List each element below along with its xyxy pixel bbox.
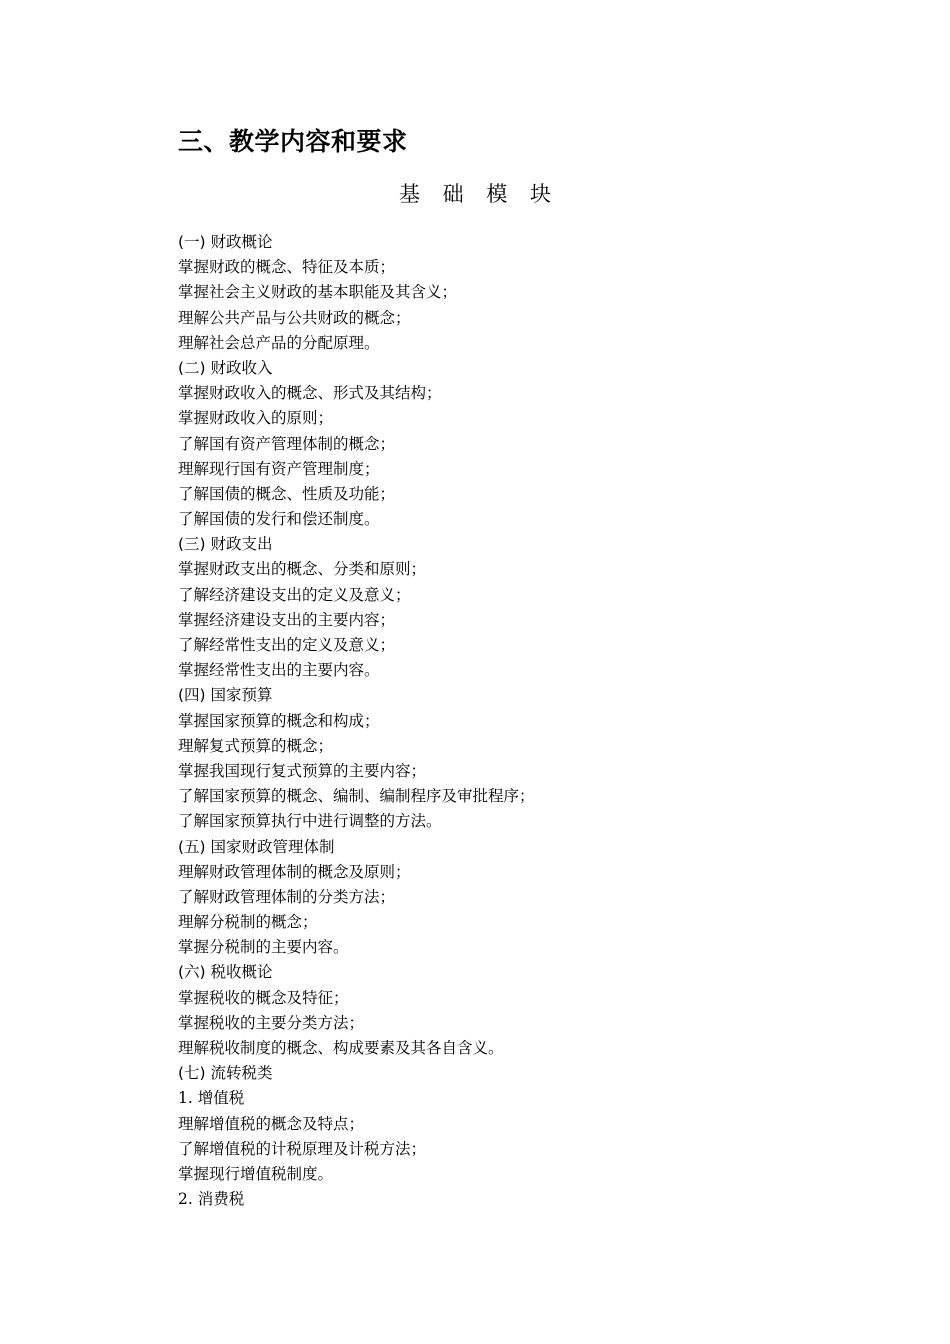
requirement-item: 了解国有资产管理体制的概念； bbox=[178, 434, 396, 453]
requirement-item: 掌握财政的概念、特征及本质； bbox=[178, 258, 396, 277]
requirement-item: 了解国债的概念、性质及功能； bbox=[178, 484, 396, 503]
requirement-item: 掌握国家预算的概念和构成； bbox=[178, 711, 380, 730]
requirement-item: 理解税收制度的概念、构成要素及其各自含义。 bbox=[178, 1039, 504, 1057]
requirement-item: 2. 消费税 bbox=[178, 1190, 245, 1209]
subsection-heading: (七) 流转税类 bbox=[178, 1064, 273, 1083]
requirement-item: 掌握经济建设支出的主要内容； bbox=[178, 610, 396, 629]
requirement-item: 理解增值税的概念及特点； bbox=[178, 1114, 365, 1133]
requirement-item: 1. 增值税 bbox=[178, 1089, 245, 1108]
requirement-item: 理解现行国有资产管理制度； bbox=[178, 459, 380, 478]
requirement-item: 理解社会总产品的分配原理。 bbox=[178, 333, 380, 352]
requirement-item: 了解经常性支出的定义及意义； bbox=[178, 636, 396, 654]
requirement-item: 了解国家预算的概念、编制、编制程序及审批程序； bbox=[178, 787, 535, 806]
module-subtitle: 基 础 模 块 bbox=[398, 182, 560, 206]
subsection-heading: (一) 财政概论 bbox=[178, 233, 273, 251]
section-heading: 三、教学内容和要求 bbox=[178, 127, 408, 156]
requirement-item: 理解分税制的概念； bbox=[178, 913, 318, 932]
requirement-item: 理解财政管理体制的概念及原则； bbox=[178, 862, 411, 881]
requirement-item: 理解公共产品与公共财政的概念； bbox=[178, 308, 411, 327]
requirement-item: 掌握财政收入的原则； bbox=[178, 409, 334, 428]
subsection-heading: (三) 财政支出 bbox=[178, 535, 273, 554]
requirement-item: 掌握财政支出的概念、分类和原则； bbox=[178, 560, 427, 579]
subsection-heading: (四) 国家预算 bbox=[178, 686, 273, 705]
requirement-item: 理解复式预算的概念； bbox=[178, 736, 334, 755]
requirement-item: 了解国债的发行和偿还制度。 bbox=[178, 510, 380, 529]
requirement-item: 掌握财政收入的概念、形式及其结构； bbox=[178, 384, 442, 403]
content-list bbox=[178, 230, 778, 1212]
subsection-heading: (二) 财政收入 bbox=[178, 358, 273, 377]
subsection-heading: (六) 税收概论 bbox=[178, 963, 273, 982]
requirement-item: 了解国家预算执行中进行调整的方法。 bbox=[178, 812, 442, 831]
requirement-item: 掌握现行增值税制度。 bbox=[178, 1164, 334, 1183]
requirement-item: 掌握我国现行复式预算的主要内容； bbox=[178, 761, 427, 780]
subsection-heading: (五) 国家财政管理体制 bbox=[178, 837, 335, 856]
requirement-item: 了解经济建设支出的定义及意义； bbox=[178, 585, 411, 604]
requirement-item: 掌握分税制的主要内容。 bbox=[178, 938, 349, 957]
requirement-item: 掌握社会主义财政的基本职能及其含义； bbox=[178, 283, 458, 302]
requirement-item: 掌握税收的主要分类方法； bbox=[178, 1013, 365, 1032]
requirement-item: 了解财政管理体制的分类方法； bbox=[178, 887, 396, 906]
requirement-item: 了解增值税的计税原理及计税方法； bbox=[178, 1139, 427, 1158]
requirement-item: 掌握经常性支出的主要内容。 bbox=[178, 661, 380, 680]
requirement-item: 掌握税收的概念及特征； bbox=[178, 988, 349, 1007]
